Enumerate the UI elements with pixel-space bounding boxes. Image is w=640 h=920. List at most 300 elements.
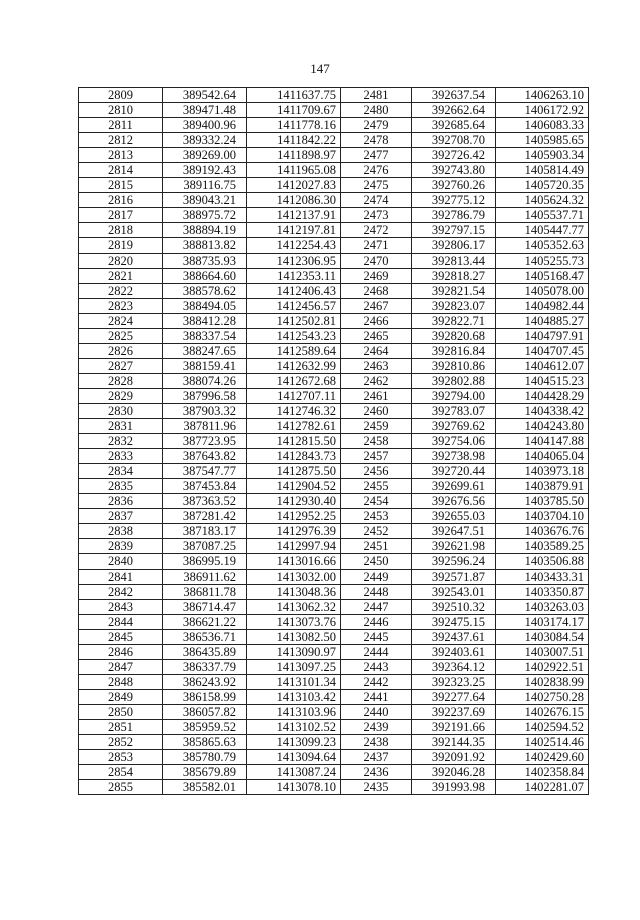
table-row (79, 298, 589, 313)
y-coord-right-cell: 1404338.42 (496, 403, 589, 418)
x-coord-right-cell: 392797.15 (412, 223, 496, 238)
point-id-left-cell: 2853 (79, 750, 163, 765)
point-id-right-cell: 2466 (341, 313, 412, 328)
y-coord-right-cell: 1405720.35 (496, 178, 589, 193)
y-coord-left-cell: 1412306.95 (247, 253, 341, 268)
point-id-left-cell: 2826 (79, 343, 163, 358)
point-id-left-cell: 2817 (79, 208, 163, 223)
table-row (79, 719, 589, 734)
point-id-left-cell: 2821 (79, 268, 163, 283)
point-id-right-cell: 2453 (341, 509, 412, 524)
x-coord-right-cell: 392277.64 (412, 689, 496, 704)
y-coord-left-cell: 1412782.61 (247, 419, 341, 434)
point-id-left-cell: 2820 (79, 253, 163, 268)
x-coord-left-cell: 388494.05 (163, 298, 247, 313)
x-coord-right-cell: 392637.54 (412, 88, 496, 103)
table-row (79, 403, 589, 418)
table-row (79, 103, 589, 118)
y-coord-left-cell: 1412137.91 (247, 208, 341, 223)
point-id-right-cell: 2448 (341, 584, 412, 599)
x-coord-left-cell: 388813.82 (163, 238, 247, 253)
table-row (79, 358, 589, 373)
x-coord-left-cell: 389043.21 (163, 193, 247, 208)
y-coord-right-cell: 1403433.31 (496, 569, 589, 584)
y-coord-right-cell: 1403589.25 (496, 539, 589, 554)
x-coord-left-cell: 389116.75 (163, 178, 247, 193)
x-coord-right-cell: 392720.44 (412, 464, 496, 479)
x-coord-right-cell: 392726.42 (412, 148, 496, 163)
point-id-left-cell: 2845 (79, 629, 163, 644)
point-id-left-cell: 2819 (79, 238, 163, 253)
x-coord-left-cell: 386435.89 (163, 644, 247, 659)
table-row (79, 599, 589, 614)
y-coord-right-cell: 1404797.91 (496, 328, 589, 343)
y-coord-right-cell: 1402514.46 (496, 735, 589, 750)
x-coord-right-cell: 392794.00 (412, 388, 496, 403)
table-row (79, 178, 589, 193)
table-row (79, 328, 589, 343)
table-row (79, 780, 589, 795)
y-coord-left-cell: 1411898.97 (247, 148, 341, 163)
y-coord-right-cell: 1404428.29 (496, 388, 589, 403)
y-coord-left-cell: 1411637.75 (247, 88, 341, 103)
point-id-right-cell: 2477 (341, 148, 412, 163)
x-coord-left-cell: 386337.79 (163, 659, 247, 674)
point-id-right-cell: 2456 (341, 464, 412, 479)
y-coord-right-cell: 1402922.51 (496, 659, 589, 674)
x-coord-right-cell: 392821.54 (412, 283, 496, 298)
y-coord-left-cell: 1412815.50 (247, 434, 341, 449)
table-row (79, 419, 589, 434)
point-id-left-cell: 2822 (79, 283, 163, 298)
table-row (79, 584, 589, 599)
table-row (79, 765, 589, 780)
y-coord-left-cell: 1413032.00 (247, 569, 341, 584)
x-coord-left-cell: 387547.77 (163, 464, 247, 479)
x-coord-right-cell: 392708.70 (412, 133, 496, 148)
y-coord-left-cell: 1413101.34 (247, 674, 341, 689)
y-coord-right-cell: 1405814.49 (496, 163, 589, 178)
point-id-left-cell: 2809 (79, 88, 163, 103)
x-coord-left-cell: 386057.82 (163, 704, 247, 719)
point-id-left-cell: 2852 (79, 735, 163, 750)
point-id-left-cell: 2837 (79, 509, 163, 524)
point-id-right-cell: 2436 (341, 765, 412, 780)
table-row (79, 689, 589, 704)
point-id-right-cell: 2441 (341, 689, 412, 704)
table-row (79, 509, 589, 524)
x-coord-left-cell: 387723.95 (163, 434, 247, 449)
point-id-right-cell: 2460 (341, 403, 412, 418)
x-coord-right-cell: 392475.15 (412, 614, 496, 629)
page-number: 147 (310, 61, 330, 76)
x-coord-right-cell: 392323.25 (412, 674, 496, 689)
y-coord-right-cell: 1404515.23 (496, 373, 589, 388)
table-row (79, 629, 589, 644)
y-coord-left-cell: 1413082.50 (247, 629, 341, 644)
x-coord-left-cell: 385582.01 (163, 780, 247, 795)
x-coord-left-cell: 386536.71 (163, 629, 247, 644)
point-id-right-cell: 2438 (341, 735, 412, 750)
table-row (79, 434, 589, 449)
point-id-left-cell: 2851 (79, 719, 163, 734)
x-coord-left-cell: 387903.32 (163, 403, 247, 418)
table-row (79, 674, 589, 689)
y-coord-right-cell: 1405447.77 (496, 223, 589, 238)
y-coord-left-cell: 1412632.99 (247, 358, 341, 373)
y-coord-right-cell: 1403174.17 (496, 614, 589, 629)
point-id-right-cell: 2467 (341, 298, 412, 313)
x-coord-left-cell: 385959.52 (163, 719, 247, 734)
y-coord-left-cell: 1412930.40 (247, 494, 341, 509)
y-coord-left-cell: 1412543.23 (247, 328, 341, 343)
y-coord-left-cell: 1411842.22 (247, 133, 341, 148)
x-coord-right-cell: 392647.51 (412, 524, 496, 539)
y-coord-right-cell: 1402281.07 (496, 780, 589, 795)
point-id-left-cell: 2843 (79, 599, 163, 614)
point-id-right-cell: 2457 (341, 449, 412, 464)
y-coord-right-cell: 1404243.80 (496, 419, 589, 434)
table-row (79, 524, 589, 539)
point-id-left-cell: 2823 (79, 298, 163, 313)
point-id-right-cell: 2443 (341, 659, 412, 674)
table-row (79, 283, 589, 298)
x-coord-left-cell: 388975.72 (163, 208, 247, 223)
y-coord-right-cell: 1402838.99 (496, 674, 589, 689)
x-coord-right-cell: 392786.79 (412, 208, 496, 223)
y-coord-left-cell: 1412672.68 (247, 373, 341, 388)
point-id-left-cell: 2834 (79, 464, 163, 479)
point-id-left-cell: 2825 (79, 328, 163, 343)
y-coord-left-cell: 1413073.76 (247, 614, 341, 629)
table-row (79, 118, 589, 133)
point-id-right-cell: 2474 (341, 193, 412, 208)
y-coord-right-cell: 1405624.32 (496, 193, 589, 208)
y-coord-right-cell: 1406083.33 (496, 118, 589, 133)
y-coord-left-cell: 1413097.25 (247, 659, 341, 674)
y-coord-right-cell: 1405537.71 (496, 208, 589, 223)
y-coord-left-cell: 1411965.08 (247, 163, 341, 178)
x-coord-right-cell: 392754.06 (412, 434, 496, 449)
y-coord-right-cell: 1406263.10 (496, 88, 589, 103)
x-coord-left-cell: 387363.52 (163, 494, 247, 509)
y-coord-left-cell: 1413094.64 (247, 750, 341, 765)
point-id-left-cell: 2854 (79, 765, 163, 780)
x-coord-left-cell: 387996.58 (163, 388, 247, 403)
y-coord-left-cell: 1413090.97 (247, 644, 341, 659)
x-coord-right-cell: 392237.69 (412, 704, 496, 719)
point-id-right-cell: 2478 (341, 133, 412, 148)
x-coord-right-cell: 392676.56 (412, 494, 496, 509)
x-coord-left-cell: 388664.60 (163, 268, 247, 283)
x-coord-left-cell: 386158.99 (163, 689, 247, 704)
point-id-left-cell: 2850 (79, 704, 163, 719)
y-coord-left-cell: 1413103.42 (247, 689, 341, 704)
table-row (79, 373, 589, 388)
y-coord-left-cell: 1412843.73 (247, 449, 341, 464)
x-coord-left-cell: 388074.26 (163, 373, 247, 388)
x-coord-right-cell: 392191.66 (412, 719, 496, 734)
y-coord-left-cell: 1413048.36 (247, 584, 341, 599)
point-id-left-cell: 2812 (79, 133, 163, 148)
x-coord-left-cell: 389332.24 (163, 133, 247, 148)
point-id-right-cell: 2455 (341, 479, 412, 494)
point-id-right-cell: 2475 (341, 178, 412, 193)
x-coord-left-cell: 388337.54 (163, 328, 247, 343)
point-id-left-cell: 2827 (79, 358, 163, 373)
table-row (79, 735, 589, 750)
x-coord-left-cell: 385679.89 (163, 765, 247, 780)
point-id-right-cell: 2440 (341, 704, 412, 719)
y-coord-right-cell: 1405903.34 (496, 148, 589, 163)
x-coord-right-cell: 392743.80 (412, 163, 496, 178)
point-id-right-cell: 2476 (341, 163, 412, 178)
point-id-left-cell: 2831 (79, 419, 163, 434)
table-row (79, 449, 589, 464)
x-coord-left-cell: 386714.47 (163, 599, 247, 614)
point-id-right-cell: 2449 (341, 569, 412, 584)
y-coord-left-cell: 1412875.50 (247, 464, 341, 479)
y-coord-right-cell: 1405352.63 (496, 238, 589, 253)
point-id-left-cell: 2847 (79, 659, 163, 674)
table-row (79, 494, 589, 509)
y-coord-right-cell: 1403007.51 (496, 644, 589, 659)
x-coord-left-cell: 387281.42 (163, 509, 247, 524)
x-coord-left-cell: 388159.41 (163, 358, 247, 373)
x-coord-right-cell: 392802.88 (412, 373, 496, 388)
point-id-left-cell: 2838 (79, 524, 163, 539)
x-coord-left-cell: 386621.22 (163, 614, 247, 629)
point-id-left-cell: 2828 (79, 373, 163, 388)
point-id-left-cell: 2814 (79, 163, 163, 178)
x-coord-left-cell: 387087.25 (163, 539, 247, 554)
x-coord-right-cell: 392769.62 (412, 419, 496, 434)
x-coord-right-cell: 392760.26 (412, 178, 496, 193)
point-id-right-cell: 2445 (341, 629, 412, 644)
x-coord-right-cell: 391993.98 (412, 780, 496, 795)
y-coord-right-cell: 1403676.76 (496, 524, 589, 539)
point-id-left-cell: 2815 (79, 178, 163, 193)
table-row (79, 659, 589, 674)
point-id-right-cell: 2454 (341, 494, 412, 509)
y-coord-right-cell: 1405985.65 (496, 133, 589, 148)
table-row (79, 193, 589, 208)
x-coord-right-cell: 392571.87 (412, 569, 496, 584)
x-coord-right-cell: 392813.44 (412, 253, 496, 268)
point-id-left-cell: 2813 (79, 148, 163, 163)
y-coord-right-cell: 1403704.10 (496, 509, 589, 524)
y-coord-right-cell: 1404612.07 (496, 358, 589, 373)
point-id-right-cell: 2464 (341, 343, 412, 358)
x-coord-right-cell: 392144.35 (412, 735, 496, 750)
table-row (79, 614, 589, 629)
table-row (79, 569, 589, 584)
table-row (79, 750, 589, 765)
y-coord-right-cell: 1402676.15 (496, 704, 589, 719)
y-coord-left-cell: 1412976.39 (247, 524, 341, 539)
point-id-right-cell: 2479 (341, 118, 412, 133)
point-id-left-cell: 2848 (79, 674, 163, 689)
table-row (79, 464, 589, 479)
y-coord-left-cell: 1411709.67 (247, 103, 341, 118)
y-coord-right-cell: 1403506.88 (496, 554, 589, 569)
point-id-left-cell: 2811 (79, 118, 163, 133)
x-coord-left-cell: 388735.93 (163, 253, 247, 268)
point-id-left-cell: 2810 (79, 103, 163, 118)
point-id-right-cell: 2458 (341, 434, 412, 449)
point-id-left-cell: 2816 (79, 193, 163, 208)
y-coord-left-cell: 1412197.81 (247, 223, 341, 238)
x-coord-left-cell: 386911.62 (163, 569, 247, 584)
x-coord-right-cell: 392543.01 (412, 584, 496, 599)
x-coord-right-cell: 392810.86 (412, 358, 496, 373)
point-id-right-cell: 2469 (341, 268, 412, 283)
x-coord-left-cell: 389542.64 (163, 88, 247, 103)
point-id-right-cell: 2439 (341, 719, 412, 734)
y-coord-left-cell: 1412254.43 (247, 238, 341, 253)
point-id-left-cell: 2833 (79, 449, 163, 464)
point-id-left-cell: 2818 (79, 223, 163, 238)
y-coord-left-cell: 1413102.52 (247, 719, 341, 734)
table-row (79, 148, 589, 163)
y-coord-right-cell: 1402750.28 (496, 689, 589, 704)
x-coord-right-cell: 392621.98 (412, 539, 496, 554)
x-coord-right-cell: 392820.68 (412, 328, 496, 343)
x-coord-left-cell: 386243.92 (163, 674, 247, 689)
y-coord-right-cell: 1403350.87 (496, 584, 589, 599)
table-row (79, 644, 589, 659)
table-row (79, 163, 589, 178)
y-coord-left-cell: 1412589.64 (247, 343, 341, 358)
point-id-right-cell: 2461 (341, 388, 412, 403)
y-coord-right-cell: 1402429.60 (496, 750, 589, 765)
table-row (79, 253, 589, 268)
point-id-right-cell: 2465 (341, 328, 412, 343)
y-coord-left-cell: 1412997.94 (247, 539, 341, 554)
y-coord-right-cell: 1404982.44 (496, 298, 589, 313)
y-coord-right-cell: 1403785.50 (496, 494, 589, 509)
y-coord-right-cell: 1403263.03 (496, 599, 589, 614)
point-id-right-cell: 2471 (341, 238, 412, 253)
point-id-right-cell: 2435 (341, 780, 412, 795)
y-coord-right-cell: 1404147.88 (496, 434, 589, 449)
x-coord-left-cell: 388247.65 (163, 343, 247, 358)
y-coord-left-cell: 1413062.32 (247, 599, 341, 614)
y-coord-right-cell: 1406172.92 (496, 103, 589, 118)
point-id-left-cell: 2855 (79, 780, 163, 795)
point-id-right-cell: 2468 (341, 283, 412, 298)
point-id-right-cell: 2446 (341, 614, 412, 629)
point-id-right-cell: 2470 (341, 253, 412, 268)
point-id-right-cell: 2462 (341, 373, 412, 388)
x-coord-right-cell: 392783.07 (412, 403, 496, 418)
y-coord-left-cell: 1412746.32 (247, 403, 341, 418)
x-coord-right-cell: 392823.07 (412, 298, 496, 313)
table-row (79, 223, 589, 238)
x-coord-right-cell: 392738.98 (412, 449, 496, 464)
table-row (79, 133, 589, 148)
y-coord-left-cell: 1412456.57 (247, 298, 341, 313)
y-coord-right-cell: 1403879.91 (496, 479, 589, 494)
point-id-right-cell: 2442 (341, 674, 412, 689)
point-id-right-cell: 2452 (341, 524, 412, 539)
point-id-left-cell: 2835 (79, 479, 163, 494)
point-id-left-cell: 2829 (79, 388, 163, 403)
y-coord-left-cell: 1412707.11 (247, 388, 341, 403)
table-row (79, 554, 589, 569)
point-id-left-cell: 2846 (79, 644, 163, 659)
y-coord-left-cell: 1413078.10 (247, 780, 341, 795)
table-row (79, 704, 589, 719)
y-coord-left-cell: 1412502.81 (247, 313, 341, 328)
x-coord-right-cell: 392364.12 (412, 659, 496, 674)
y-coord-left-cell: 1412406.43 (247, 283, 341, 298)
table-row (79, 88, 589, 103)
y-coord-left-cell: 1411778.16 (247, 118, 341, 133)
y-coord-right-cell: 1404065.04 (496, 449, 589, 464)
x-coord-right-cell: 392806.17 (412, 238, 496, 253)
point-id-left-cell: 2840 (79, 554, 163, 569)
point-id-left-cell: 2842 (79, 584, 163, 599)
x-coord-left-cell: 386995.19 (163, 554, 247, 569)
point-id-left-cell: 2841 (79, 569, 163, 584)
x-coord-right-cell: 392662.64 (412, 103, 496, 118)
y-coord-left-cell: 1412952.25 (247, 509, 341, 524)
point-id-right-cell: 2459 (341, 419, 412, 434)
point-id-right-cell: 2480 (341, 103, 412, 118)
point-id-left-cell: 2849 (79, 689, 163, 704)
x-coord-right-cell: 392437.61 (412, 629, 496, 644)
table-row (79, 268, 589, 283)
y-coord-left-cell: 1413087.24 (247, 765, 341, 780)
x-coord-right-cell: 392510.32 (412, 599, 496, 614)
point-id-right-cell: 2437 (341, 750, 412, 765)
y-coord-right-cell: 1405168.47 (496, 268, 589, 283)
point-id-right-cell: 2481 (341, 88, 412, 103)
y-coord-left-cell: 1412904.52 (247, 479, 341, 494)
table-row (79, 388, 589, 403)
table-row (79, 238, 589, 253)
x-coord-right-cell: 392596.24 (412, 554, 496, 569)
y-coord-right-cell: 1403084.54 (496, 629, 589, 644)
point-id-left-cell: 2844 (79, 614, 163, 629)
x-coord-left-cell: 388894.19 (163, 223, 247, 238)
y-coord-left-cell: 1413099.23 (247, 735, 341, 750)
point-id-right-cell: 2450 (341, 554, 412, 569)
point-id-left-cell: 2830 (79, 403, 163, 418)
table-row (79, 479, 589, 494)
y-coord-left-cell: 1412353.11 (247, 268, 341, 283)
point-id-left-cell: 2839 (79, 539, 163, 554)
point-id-right-cell: 2444 (341, 644, 412, 659)
point-id-right-cell: 2447 (341, 599, 412, 614)
x-coord-right-cell: 392822.71 (412, 313, 496, 328)
table-row (79, 208, 589, 223)
table-row (79, 539, 589, 554)
point-id-left-cell: 2824 (79, 313, 163, 328)
point-id-right-cell: 2463 (341, 358, 412, 373)
x-coord-left-cell: 387811.96 (163, 419, 247, 434)
y-coord-right-cell: 1404885.27 (496, 313, 589, 328)
x-coord-right-cell: 392091.92 (412, 750, 496, 765)
x-coord-left-cell: 387453.84 (163, 479, 247, 494)
x-coord-right-cell: 392818.27 (412, 268, 496, 283)
y-coord-left-cell: 1412027.83 (247, 178, 341, 193)
x-coord-left-cell: 385780.79 (163, 750, 247, 765)
x-coord-right-cell: 392816.84 (412, 343, 496, 358)
y-coord-left-cell: 1412086.30 (247, 193, 341, 208)
x-coord-left-cell: 389400.96 (163, 118, 247, 133)
